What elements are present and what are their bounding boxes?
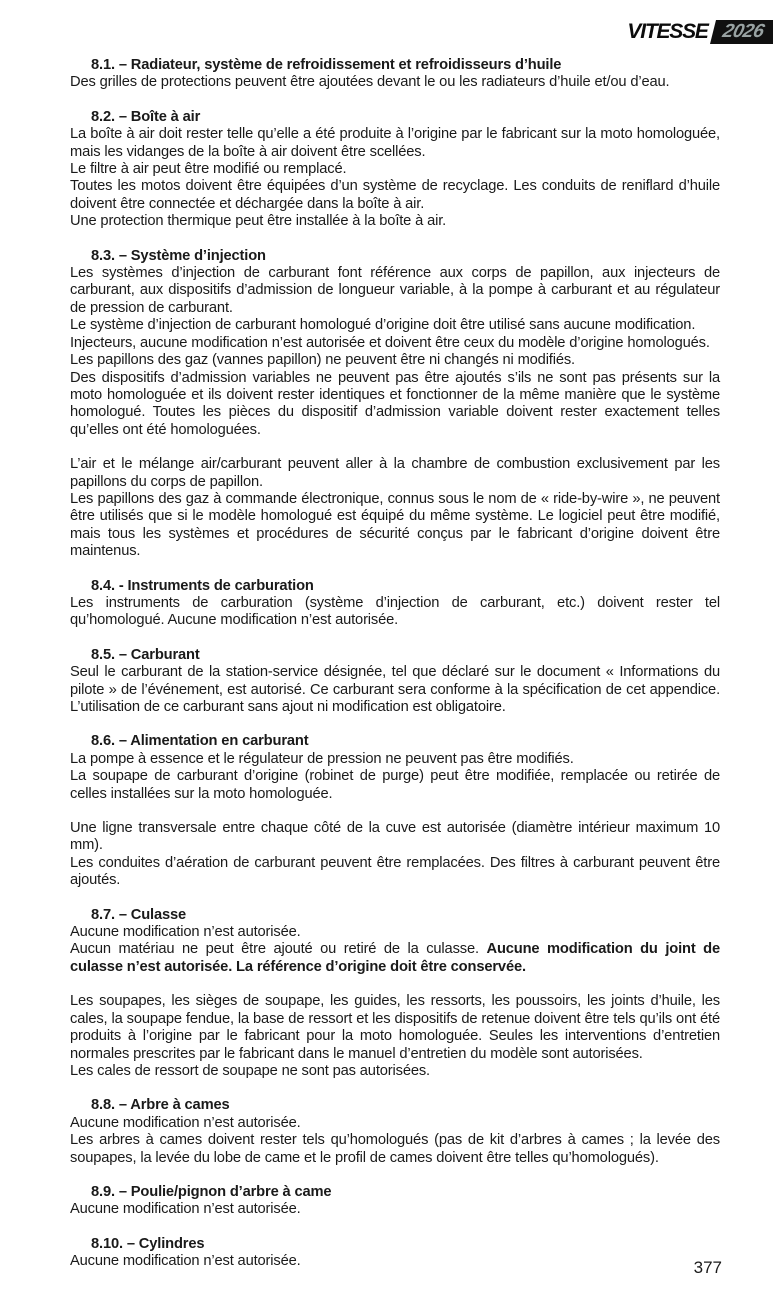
section-heading: 8.2. – Boîte à air: [91, 108, 201, 125]
paragraph: Aucune modification n’est autorisée.: [70, 1114, 301, 1131]
logo-vitesse-text: VITESSE: [627, 20, 708, 43]
paragraph: Injecteurs, aucune modification n’est autorisée et doivent être ceux du modèle d’origine homologués.: [70, 334, 710, 351]
paragraph: Aucune modification n’est autorisée.: [70, 1253, 301, 1270]
logo-year-box: [710, 20, 773, 44]
paragraph: L’air et le mélange air/carburant peuvent aller à la chambre de combustion exclusivement par les papillons du corps de papillon.: [70, 456, 720, 490]
vitesse-2026-logo: [627, 20, 773, 44]
logo-year-text: 2026: [720, 21, 766, 42]
section: [70, 647, 720, 717]
section: [70, 578, 720, 630]
paragraph: La soupape de carburant d’origine (robinet de purge) peut être modifiée, remplacée ou retirée de celles installées sur la moto homologuée.: [70, 768, 720, 802]
paragraph: Aucune modification n’est autorisée.: [70, 924, 301, 941]
paragraph: Les instruments de carburation (système d’injection de carburant, etc.) doivent rester tel qu’homologué. Aucune modification n’est autorisée.: [70, 594, 720, 629]
section: [70, 907, 720, 1081]
section-heading: 8.7. – Culasse: [91, 906, 187, 923]
paragraph: Le filtre à air peut être modifié ou remplacé.: [70, 161, 347, 178]
paragraph: Les papillons des gaz (vannes papillon) ne peuvent être ni changés ni modifiés.: [70, 352, 575, 369]
paragraph: Le système d’injection de carburant homologué d’origine doit être utilisé sans aucune modification.: [70, 317, 696, 334]
page-number: 377: [693, 1258, 722, 1277]
section-heading: 8.6. – Alimentation en carburant: [91, 733, 309, 750]
section-heading: 8.4. - Instruments de carburation: [91, 577, 314, 594]
section: [70, 1236, 720, 1271]
paragraph: Aucun matériau ne peut être ajouté ou retiré de la culasse. Aucune modification du joint de culasse n’est autorisée. La référence d’origine doit être conservée.: [70, 941, 720, 975]
paragraph: La boîte à air doit rester telle qu’elle a été produite à l’origine par le fabricant sur la moto homologuée, mais les vidanges de la boîte à air doivent être scellées.: [70, 126, 720, 160]
paragraph: La pompe à essence et le régulateur de pression ne peuvent pas être modifiés.: [70, 750, 574, 767]
paragraph: Les papillons des gaz à commande électronique, connus sous le nom de « ride-by-wire », ne peuvent être utilisés que si le modèle homologué est équipé du même système. Le logiciel peut être modifié, mais tous les systèmes et procédures de sécurité conçus par le fabricant d’origine doivent être maintenus.: [70, 490, 720, 560]
section-heading: 8.3. – Système d’injection: [91, 247, 266, 264]
paragraph: Les conduites d’aération de carburant peuvent être remplacées. Des filtres à carburant peuvent être ajoutés.: [70, 854, 720, 889]
paragraph: Aucune modification n’est autorisée.: [70, 1201, 301, 1218]
section-heading: 8.1. – Radiateur, système de refroidissement et refroidisseurs d’huile: [91, 57, 562, 73]
paragraph: Les systèmes d’injection de carburant font référence aux corps de papillon, aux injecteurs de carburant, aux dispositifs d’admission de longueur variable, à la pompe à carburant et au régulateur de pression de carburant.: [70, 265, 720, 316]
paragraph: Les arbres à cames doivent rester tels qu’homologués (pas de kit d’arbres à cames ; la levée des soupapes, la levée du lobe de came et le profil de cames doivent être telles qu’homologués).: [70, 1132, 720, 1166]
paragraph: Seul le carburant de la station-service désignée, tel que déclaré sur le document « Informations du pilote » de l’événement, est autorisé. Ce carburant sera conforme à la spécification de cet appendice. L’utilisation de ce carburant sans ajout ni modification est obligatoire.: [70, 664, 720, 715]
paragraph: Une protection thermique peut être installée à la boîte à air.: [70, 213, 447, 230]
paragraph: Toutes les motos doivent être équipées d’un système de recyclage. Les conduits de reniflard d’huile doivent être connectée et déchargée dans la boîte à air.: [70, 178, 720, 212]
section-heading: 8.8. – Arbre à cames: [91, 1097, 230, 1114]
section: [70, 1097, 720, 1167]
paragraph: Des grilles de protections peuvent être ajoutées devant le ou les radiateurs d’huile et/ou d’eau.: [70, 74, 670, 91]
section: [70, 57, 720, 92]
section-heading: 8.9. – Poulie/pignon d’arbre à came: [91, 1183, 332, 1200]
section: [70, 1184, 720, 1219]
paragraph: Les cales de ressort de soupape ne sont pas autorisées.: [70, 1062, 430, 1079]
section: [70, 733, 720, 889]
section: [70, 109, 720, 231]
paragraph: Une ligne transversale entre chaque côté de la cuve est autorisée (diamètre intérieur maximum 10 mm).: [70, 820, 720, 854]
paragraph: Des dispositifs d’admission variables ne peuvent pas être ajoutés s’ils ne sont pas présents sur la moto homologuée et ils doivent rester identiques et fonctionner de la même manière que le système homologué. Toutes les pièces du dispositif d’admission variable doivent rester exactement telles qu’elles ont été homologuées.: [70, 369, 720, 438]
section-heading: 8.10. – Cylindres: [91, 1235, 205, 1252]
section-heading: 8.5. – Carburant: [91, 646, 200, 663]
bold-emphasis: Aucune modification du joint de culasse n’est autorisée. La référence d’origine doit être conservée.: [70, 941, 720, 975]
paragraph: Les soupapes, les sièges de soupape, les guides, les ressorts, les poussoirs, les joints d’huile, les cales, la soupape fendue, la base de ressort et les dispositifs de retenue doivent être tels qu’ils ont été produits à l’origine par le fabricant pour la moto homologuée. Seules les interventions d’entretien normales prescrites par le fabricant dans le manuel d’entretien du modèle sont autorisées.: [70, 993, 720, 1062]
section: [70, 248, 720, 561]
sections: [70, 57, 720, 1271]
